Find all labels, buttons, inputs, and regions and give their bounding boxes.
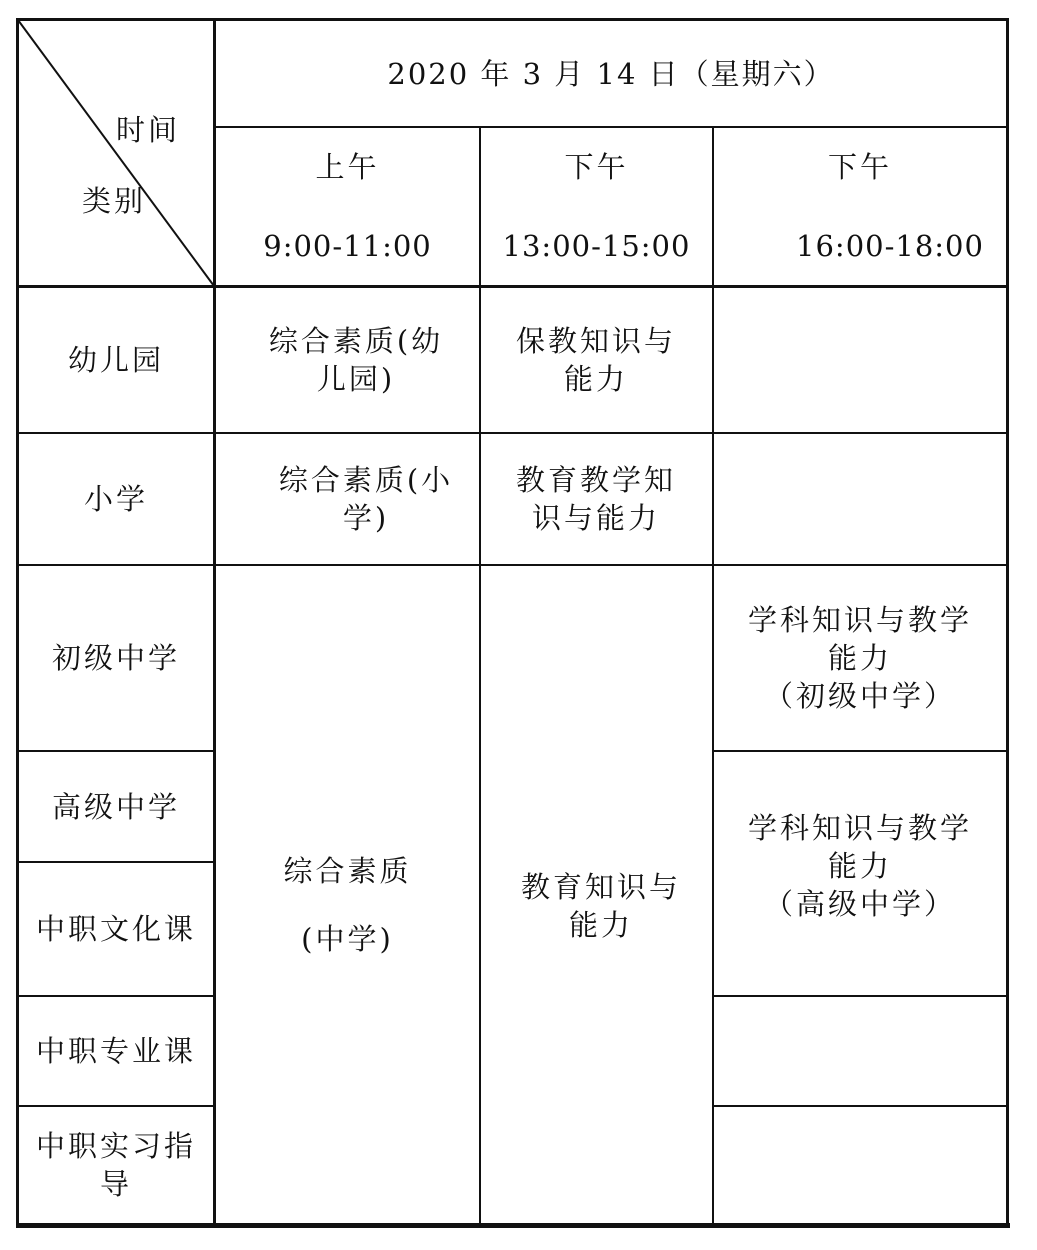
corner-time-label: 时间 (116, 113, 181, 147)
cell-junior-subject: 学科知识与教学 能力 （初级中学） (747, 603, 972, 713)
session-period: 上午 (315, 150, 380, 185)
diagonal-divider (16, 18, 216, 288)
category-primary: 小学 (83, 482, 148, 516)
divider-row5-right (713, 995, 1007, 997)
cell-senior-subject: 学科知识与教学 能力 （高级中学） (747, 810, 972, 921)
divider-row6-right (713, 1105, 1007, 1107)
cell-kindergarten-comprehensive: 综合素质(幼儿园) (268, 324, 444, 396)
session-header-1 (216, 128, 479, 285)
session-time: 9:00-11:00 (263, 228, 432, 263)
exam-schedule-table (16, 18, 1008, 1228)
category-vocational-major: 中职专业课 (35, 1034, 196, 1068)
session-time: 13:00-15:00 (502, 228, 691, 263)
category-kindergarten: 幼儿园 (67, 343, 164, 377)
category-junior-high: 初级中学 (51, 641, 180, 675)
exam-date: 2020 年 3 月 14 日（星期六） (387, 56, 835, 91)
category-senior-high: 高级中学 (51, 789, 180, 824)
session-time: 16:00-18:00 (796, 228, 984, 263)
session-header-3 (714, 128, 1006, 285)
cell-primary-comprehensive: 综合素质(小学) (278, 463, 454, 535)
cell-secondary-education: 教育知识与能力 (520, 870, 681, 942)
divider-col2 (479, 127, 481, 1227)
session-period: 下午 (827, 150, 892, 185)
cell-primary-teaching: 教育教学知识与能力 (515, 463, 676, 535)
category-vocational-internship: 中职实习指导 (35, 1129, 196, 1201)
cell-kindergarten-care-education: 保教知识与能力 (515, 324, 676, 396)
border-bottom (16, 1223, 1010, 1228)
border-right (1006, 18, 1009, 1228)
session-header-2 (481, 128, 712, 285)
session-period: 下午 (564, 150, 629, 185)
cell-secondary-comprehensive: 综合素质 (中学) (283, 854, 412, 956)
category-vocational-culture: 中职文化课 (35, 912, 196, 946)
corner-category-label: 类别 (82, 184, 147, 218)
